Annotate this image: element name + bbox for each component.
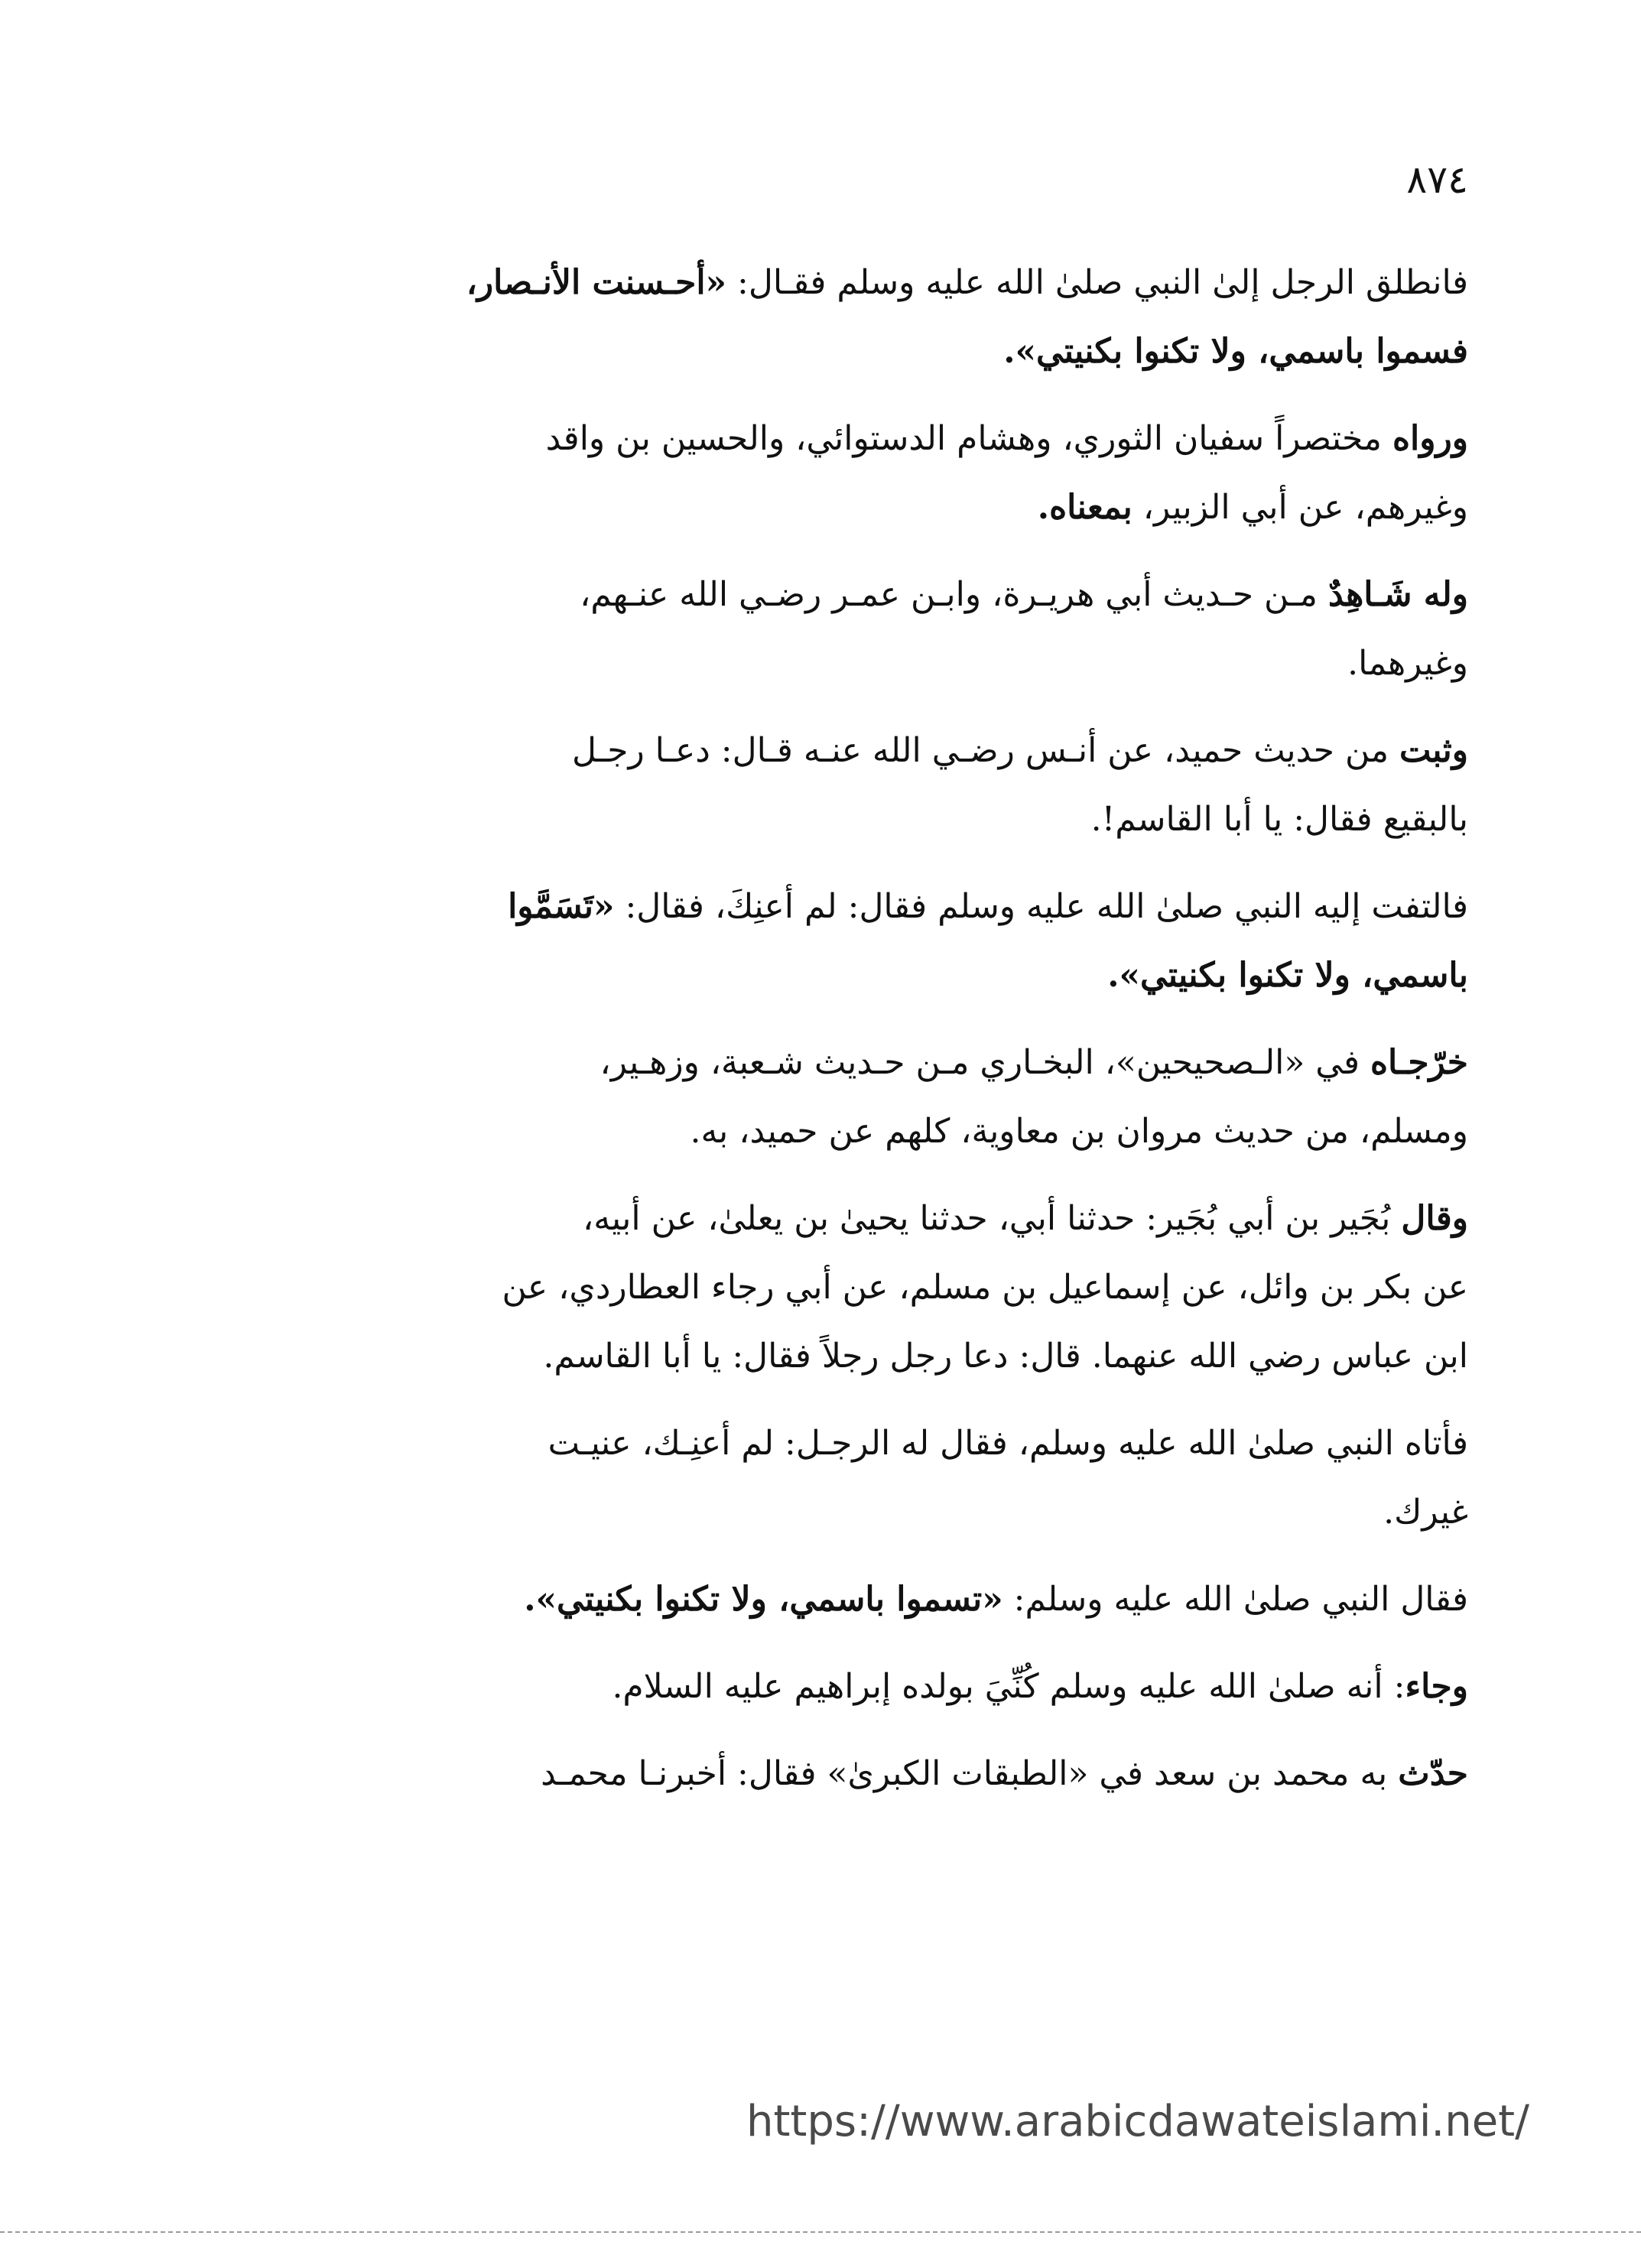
- text-line: [252, 1565, 1468, 1634]
- bold-text-segment: وقال: [1401, 1199, 1468, 1238]
- text-line: [252, 1409, 1468, 1478]
- text-line: [252, 561, 1468, 629]
- text-line: [252, 317, 1468, 386]
- bold-text-segment: حدّث: [1398, 1754, 1468, 1793]
- text-segment: غيرك.: [1383, 1493, 1468, 1532]
- text-segment: ابن عباس رضي الله عنهما. قال: دعا رجل رجلاً فقال: يا أبا القاسم.: [543, 1337, 1468, 1376]
- paragraph: [252, 1409, 1468, 1547]
- page-number: ٨٧٤: [1406, 158, 1468, 202]
- text-line: [252, 1740, 1468, 1808]
- text-segment: عن بكر بن وائل، عن إسماعيل بن مسلم، عن أبي رجاء العطاردي، عن: [502, 1268, 1468, 1307]
- text-line: [252, 1097, 1468, 1166]
- text-segment: فانطلق الرجل إلىٰ النبي صلىٰ الله عليه وسلم فقـال:: [726, 263, 1468, 302]
- watermark-url: https://www.arabicdawateislami.net/: [746, 2097, 1529, 2146]
- text-line: [252, 405, 1468, 473]
- text-segment: في «الـصحيحين»، البخـاري مـن حـديث شـعبة، وزهـير،: [600, 1043, 1370, 1082]
- text-line: [252, 1478, 1468, 1547]
- text-line: [252, 473, 1468, 542]
- body-text: [252, 249, 1468, 1827]
- bold-text-segment: وله شَـاهِدٌ: [1327, 575, 1468, 614]
- text-segment: فأتاه النبي صلىٰ الله عليه وسلم، فقال له الرجـل: لم أعنِـك، عنيـت: [548, 1424, 1468, 1463]
- bold-text-segment: «تسموا باسمي، ولا تكنوا بكنيتي».: [524, 1580, 1003, 1619]
- paragraph: [252, 405, 1468, 542]
- paragraph: [252, 1565, 1468, 1634]
- paragraph: [252, 1740, 1468, 1808]
- text-line: [252, 629, 1468, 698]
- text-segment: ومسلم، من حديث مروان بن معاوية، كلهم عن حميد، به.: [690, 1112, 1468, 1151]
- bold-text-segment: وجاء: [1405, 1667, 1468, 1706]
- paragraph: [252, 872, 1468, 1010]
- paragraph: [252, 561, 1468, 698]
- text-segment: به محمد بن سعد في «الطبقات الكبرىٰ» فقال: أخبرنـا محمـد: [541, 1754, 1399, 1793]
- paragraph: [252, 716, 1468, 854]
- text-line: [252, 1184, 1468, 1253]
- text-segment: وغيرهما.: [1347, 644, 1468, 683]
- bold-text-segment: «تَسَمَّوا: [508, 887, 615, 926]
- text-segment: مختصراً سفيان الثوري، وهشام الدستوائي، والحسين بن واقد: [545, 419, 1392, 458]
- text-segment: فقال النبي صلىٰ الله عليه وسلم:: [1002, 1580, 1468, 1619]
- text-segment: بُجَير بن أبي بُجَير: حدثنا أبي، حدثنا يحيىٰ بن يعلىٰ، عن أبيه،: [583, 1199, 1402, 1238]
- bold-text-segment: وثبت: [1399, 731, 1468, 770]
- text-segment: بالبقيع فقال: يا أبا القاسم!.: [1090, 800, 1468, 839]
- bold-text-segment: ورواه: [1392, 419, 1468, 458]
- paragraph: [252, 1184, 1468, 1391]
- text-segment: من حديث حميد، عن أنـس رضـي الله عنـه قـال: دعـا رجـل: [572, 731, 1400, 770]
- paragraph: [252, 1028, 1468, 1166]
- bold-text-segment: فسموا باسمي، ولا تكنوا بكنيتي».: [1003, 332, 1468, 371]
- paragraph: [252, 249, 1468, 386]
- text-line: [252, 1322, 1468, 1391]
- text-line: [252, 941, 1468, 1010]
- text-segment: مـن حـديث أبي هريـرة، وابـن عمـر رضـي الله عنـهم،: [580, 575, 1328, 614]
- text-line: [252, 249, 1468, 317]
- text-line: [252, 1028, 1468, 1097]
- text-line: [252, 1253, 1468, 1322]
- text-line: [252, 1652, 1468, 1721]
- text-segment: فالتفت إليه النبي صلىٰ الله عليه وسلم فقال: لم أعنِكَ، فقال:: [614, 887, 1468, 926]
- text-line: [252, 716, 1468, 785]
- text-line: [252, 872, 1468, 941]
- text-segment: وغيرهم، عن أبي الزبير،: [1132, 488, 1468, 527]
- paragraph: [252, 1652, 1468, 1721]
- text-segment: : أنه صلىٰ الله عليه وسلم كُنِّيَ بولده إبراهيم عليه السلام.: [612, 1667, 1405, 1706]
- footer-divider: [0, 2231, 1641, 2233]
- bold-text-segment: «أحـسنت الأنـصار،: [466, 263, 727, 302]
- text-line: [252, 785, 1468, 854]
- bold-text-segment: خرّجـاه: [1370, 1043, 1468, 1082]
- bold-text-segment: باسمي، ولا تكنوا بكنيتي».: [1107, 956, 1468, 995]
- bold-text-segment: بمعناه.: [1037, 488, 1132, 527]
